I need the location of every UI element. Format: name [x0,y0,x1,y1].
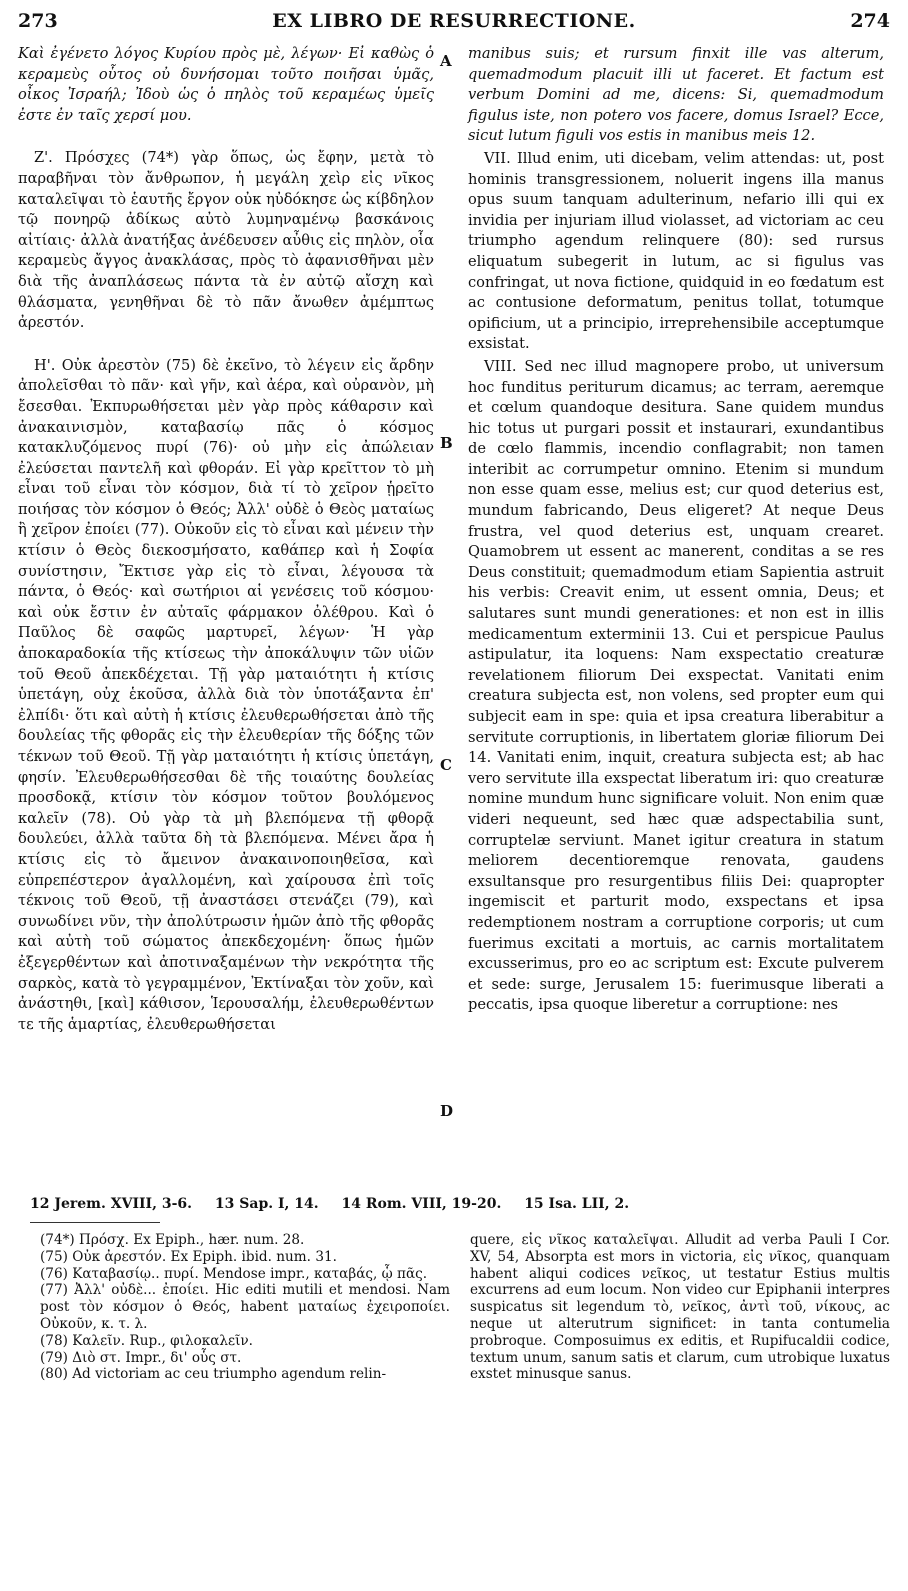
scripture-ref: 14 Rom. VIII, 19-20. [341,1196,502,1212]
latin-paragraph: VII. Illud enim, uti dicebam, velim attendas: ut, post hominis transgressionem, noluerit ingens illa manus opus suum tanquam adulterinum, nefario illi qui ex invidia per injuriam illud violasset, ad victoriam ac ceu triumpho agendum relinquere (80): sed rursus eliquatum subegerit in lutum, ac si figulus vas confringat, ut nova fictione, quidquid in eo fœdatum est ac contusione deformatum, penitus tollat, totumque opificium, ut a principio, irreprehensibile acceptumque exsistat. [468,149,884,353]
scripture-references [30,1196,888,1212]
greek-paragraph: Καὶ ἐγένετο λόγος Κυρίου πρὸς μὲ, λέγων· Εἰ καθὼς ὁ κεραμεὺς οὗτος οὐ δυνήσομαι τοῦτο ποιῆσαι ὑμᾶς, οἶκος Ἰσραήλ; Ἰδοὺ ὡς ὁ πηλὸς τοῦ κεραμέως ὑμεῖς ἐστε ἐν ταῖς χερσί μου. [18,45,434,124]
latin-paragraph: manibus suis; et rursum finxit ille vas alterum, quemadmodum placuit illi ut faceret. Et factum est verbum Domini ad me, dicens: Si, quemadmodum figulus iste, non potero vos facere, domus Israel? Ecce, sicut lutum figuli vos estis in manibus meis 12. [468,45,884,145]
footnote: (79) Διὸ στ. Impr., δι' οὗς στ. [40,1349,242,1366]
page-header [18,6,890,36]
latin-paragraph: VIII. Sed nec illud magnopere probo, ut universum hoc funditus periturum dicamus; ac terram, aeremque et cœlum quandoque desitura. Sane quidem mundus hic totus ut purgari possit et instaurari, exundantibus de cœlo flammis, incendio conflagrabit; non tamen interibit ac corrumpetur omnino. Etenim si mundum non esse quam esse, melius est; cur quod deterius est, mundum fabricando, Deus eligeret? At neque Deus frustra, vel quod deterius est, unquam crearet. Quamobrem ut essent ac manerent, conditas a se res Deus constituit; quemadmodum etiam Sapientia astruit his verbis: Creavit enim, ut essent omnia, Deus; et salutares sunt mundi generationes: et non est in illis medicamentum exterminii 13. Cui et perspicue Paulus astipulatur, ita loquens: Nam exspectatio creaturæ revelationem filiorum Dei exspectat. Vanitati enim creatura subjecta est, non volens, sed propter eum qui subjecit eam in spe: quia et ipsa creatura liberabitur a servitute corruptionis, in libertatem gloriæ filiorum Dei 14. Vanitati enim, inquit, creatura subjecta est; ab hac vero servitute illa exspectat liberatum iri: quo creaturæ nomine mundum hunc significare voluit. Non enim quæ videri nequeunt, sed hæc quæ adspectabilia sunt, corruptelæ serviunt. Manet igitur creatura in statum meliorem decentioremque renovata, gaudens exsultansque pro resurgentibus filiis Dei: quapropter ingemiscit et parturit modo, exspectans et ipsa redemptionem nostram a corruptione corporis; ut cum fuerimus excitati a mortuis, ac carnis mortalitatem excusserimus, pro eo ac scriptum est: Excute pulverem et sede: surge, Jerusalem 15: fuerimusque liberati a peccatis, ipsa quoque liberetur a corruptione: nes [468,357,884,1014]
margin-letter-d: D [440,1102,454,1120]
margin-letter-c: C [440,756,452,774]
greek-paragraph: Η'. Οὐκ ἀρεστὸν (75) δὲ ἐκεῖνο, τὸ λέγειν εἰς ἄρδην ἀπολεῖσθαι τὸ πᾶν· καὶ γῆν, καὶ ἀέρα, καὶ οὐρανὸν, μὴ ἔσεσθαι. Ἐκπυρωθήσεται μὲν γὰρ πρὸς κάθαρσιν καὶ ἀνακαινισμὸν, καταβασίῳ πᾶς ὁ κόσμος κατακλυζόμενος πυρί (76)· οὐ μὴν εἰς ἀπώλειαν ἐλεύσεται παντελῆ καὶ φθοράν. Εἰ γὰρ κρεῖττον τὸ μὴ εἶναι τοῦ εἶναι τὸν κόσμον, διὰ τί τὸ χεῖρον ᾑρεῖτο ποιήσας τὸν κόσμον ὁ Θεός; Ἀλλ' οὐδὲ ὁ Θεὸς ματαίως ἢ χεῖρον ἐποίει (77). Οὐκοῦν εἰς τὸ εἶναι καὶ μένειν τὴν κτίσιν ὁ Θεὸς διεκοσμήσατο, καθάπερ καὶ ἡ Σοφία συνίστησιν, Ἔκτισε γὰρ εἰς τὸ εἶναι, λέγουσα τὰ πάντα, ὁ Θεός· καὶ σωτήριοι αἱ γενέσεις τοῦ κόσμου· καὶ οὐκ ἔστιν ἐν αὐταῖς φάρμακον ὀλέθρου. Καὶ ὁ Παῦλος δὲ σαφῶς μαρτυρεῖ, λέγων· Ἡ γὰρ ἀποκαραδοκία τῆς κτίσεως τὴν ἀποκάλυψιν τῶν υἱῶν τοῦ Θεοῦ ἀπεκδέχεται. Τῇ γὰρ ματαιότητι ἡ κτίσις ὑπετάγη, οὐχ ἑκοῦσα, ἀλλὰ διὰ τὸν ὑποτάξαντα ἐπ' ἐλπίδι· ὅτι καὶ αὐτὴ ἡ κτίσις ἐλευθερωθήσεται ἀπὸ τῆς δουλείας τῆς φθορᾶς εἰς τὴν ἐλευθερίαν τῆς δόξης τῶν τέκνων τοῦ Θεοῦ. Τῇ γὰρ ματαιότητι ἡ κτίσις ὑπετάγη, φησίν. Ἐλευθερωθήσεσθαι δὲ τῆς τοιαύτης δουλείας προσδοκᾷ, κτίσιν τὸν κόσμον τοῦτον βουλόμενος καλεῖν (78). Οὐ γὰρ τὰ μὴ βλεπόμενα τῇ φθορᾷ δουλεύει, ἀλλὰ ταῦτα δὴ τὰ βλεπόμενα. Μένει ἄρα ἡ κτίσις εἰς τὸ ἄμεινον ἀνακαινοποιηθεῖσα, καὶ εὐπρεπέστερον ἀγαλλομένη, καὶ χαίρουσα ἐπὶ τοῖς τέκνοις τοῦ Θεοῦ, τῇ ἀναστάσει στενάζει (79), καὶ συνωδίνει νῦν, τὴν ἀπολύτρωσιν ἡμῶν ἀπὸ τῆς φθορᾶς καὶ αὐτὴ τοῦ σώματος ἀπεκδεχομένη· ὅπως ἡμῶν ἐξεγερθέντων καὶ ἀποτιναξαμένων τὴν νεκρότητα τῆς σαρκὸς, κατὰ τὸ γεγραμμένον, Ἐκτίναξαι τὸν χοῦν, καὶ ἀνάστηθι, [καὶ] κάθισον, Ἱερουσαλήμ, ἐλευθερωθέντων τε τῆς ἁμαρτίας, ἐλευθερωθήσεται [18,356,434,1033]
footnote-continuation: quere, εἰς νῖκος καταλεῖψαι. Alludit ad verba Pauli I Cor. XV, 54, Absorpta est mors in victoria, εἰς νῖκος, quanquam habent aliqui codices νεῖκος, ut testatur Estius multis excurrens ad eum locum. Non video cur Epiphanii interpres suspicatus sit legendum τὸ, νεῖκος, ἀντὶ τοῦ, νίκους, ac neque ut alterutrum significet: in tanta contumelia probroque. Composuimus ex editis, et Rupifucaldii codice, textum unum, sanum satis et clarum, cum utrobique luxatus exstet minusque sanus. [470,1232,890,1383]
page-number-left: 273 [18,10,58,32]
footnote: (78) Καλεῖν. Rup., φιλοκαλεῖν. [40,1332,254,1349]
footnote: (74*) Πρόσχ. Ex Epiph., hær. num. 28. [40,1232,305,1248]
margin-letter-b: B [440,434,453,452]
latin-column [468,44,884,1016]
footnote: (76) Καταβασίῳ.. πυρί. Mendose impr., καταβάς, ᾧ πᾶς. [40,1265,428,1282]
scripture-ref: 12 Jerem. XVIII, 3-6. [30,1196,193,1212]
scripture-ref: 13 Sap. I, 14. [214,1196,319,1212]
footnotes-left [40,1232,450,1383]
margin-letter-a: A [440,52,452,70]
page-number-right: 274 [850,10,890,32]
footnote: (80) Ad victoriam ac ceu triumpho agendum relin- [40,1366,387,1383]
running-title: EX LIBRO DE RESURRECTIONE. [272,10,636,32]
footnotes-right [470,1232,890,1383]
greek-paragraph: Ζ'. Πρόσχες (74*) γὰρ ὅπως, ὡς ἔφην, μετὰ τὸ παραβῆναι τὸν ἄνθρωπον, ἡ μεγάλη χεὶρ εἰς νῖκος καταλεῖψαι τὸ ἑαυτῆς ἔργον οὐκ ηὐδόκησε ὡς κίβδηλον τῷ πονηρῷ ἀδίκως αὐτὸ λυμηναμένῳ βασκάνοις αἰτίαις· ἀλλὰ ἀνατήξας ἀνέδευσεν αὖθις εἰς πηλὸν, οἷα κεραμεὺς ἄγγος ἀνακλάσας, πρὸς τὸ ἀφανισθῆναι μὲν διὰ τῆς ἀναπλάσεως πάντα τὰ ἐν αὐτῷ αἴσχη καὶ θλάσματα, γενηθῆναι δὲ τὸ πᾶν ἄνωθεν ἀμέμπτως ἀρεστόν. [18,149,434,332]
footnote: (77) Ἀλλ' οὐδὲ... ἐποίει. Hic editi mutili et mendosi. Nam post τὸν κόσμον ὁ Θεός, habent ματαίως ἐχειροποίει. Οὐκοῦν, κ. τ. λ. [40,1282,450,1332]
scripture-ref: 15 Isa. LII, 2. [524,1196,630,1212]
footnote: (75) Οὐκ ἀρεστόν. Ex Epiph. ibid. num. 31. [40,1248,337,1265]
greek-column [18,44,434,1035]
footnote-divider [30,1222,160,1223]
